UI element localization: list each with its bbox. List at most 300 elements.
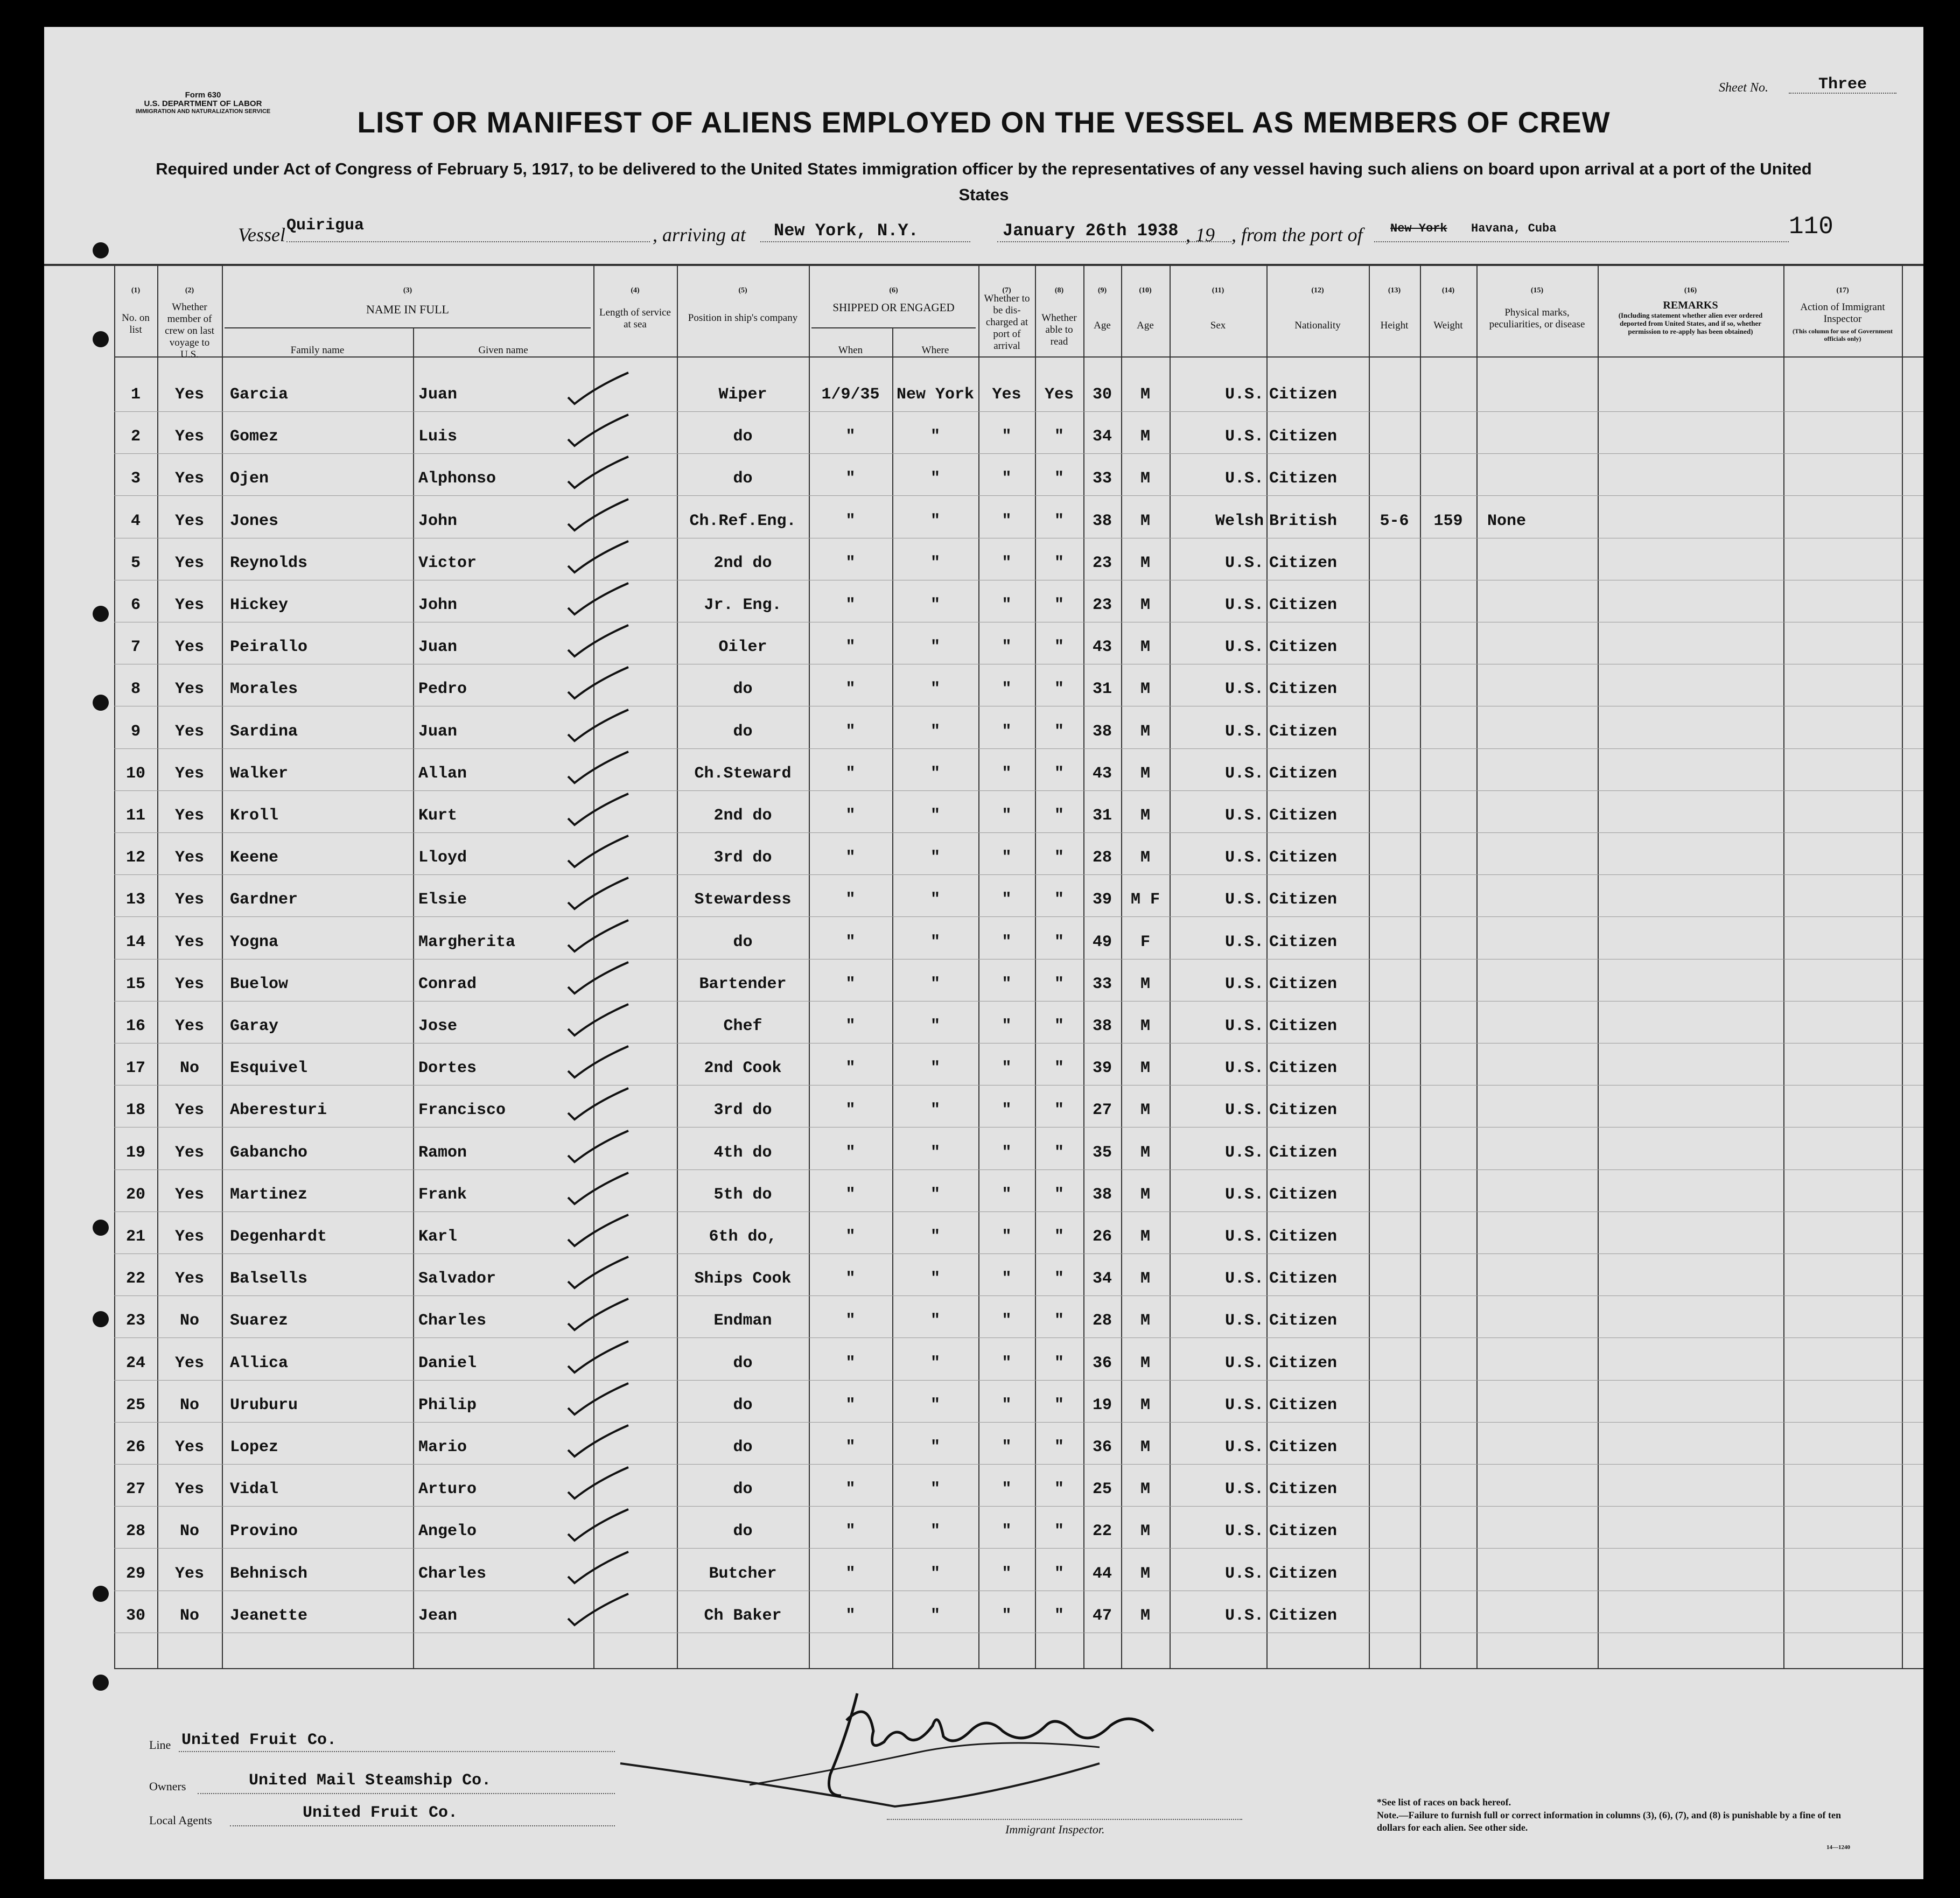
col-num: (15) <box>1530 286 1544 295</box>
cell-given-name: John <box>418 596 458 614</box>
cell-able-to-read: " <box>1054 1017 1064 1035</box>
cell-discharged: " <box>1002 1522 1012 1540</box>
cell-given-name: Juan <box>418 386 458 404</box>
cell-when: " <box>845 638 856 656</box>
cell-prev-voyage: Yes <box>174 428 204 446</box>
header-discharged: Whether to be dis- charged at port of arrival <box>984 293 1030 352</box>
cell-able-to-read: " <box>1054 596 1064 614</box>
header-remarks-note: (Including statement whether alien ever ordered deported from United States, and if so, whether permission to re-apply has been obtained) <box>1618 311 1763 335</box>
cell-discharged: " <box>1002 849 1012 867</box>
cell-discharged: " <box>1002 933 1012 951</box>
header-shipped: SHIPPED OR ENGAGED <box>832 301 955 314</box>
cell-given-name: Frank <box>418 1186 467 1204</box>
cell-discharged: " <box>1002 1480 1012 1498</box>
header-able-to-read: Whether able to read <box>1041 312 1077 347</box>
cell-able-to-read: " <box>1054 1565 1064 1583</box>
cell-nationality: British <box>1269 512 1338 530</box>
table-row <box>44 500 1923 542</box>
table-row <box>44 1216 1923 1258</box>
header-height: Height <box>1380 320 1409 331</box>
cell-no: 19 <box>125 1144 145 1162</box>
cell-when: " <box>845 1438 856 1456</box>
cell-prev-voyage: Yes <box>174 1101 204 1119</box>
cell-age: 19 <box>1092 1396 1112 1414</box>
cell-sex: M <box>1140 1059 1150 1077</box>
cell-when: " <box>845 1522 856 1540</box>
from-port-rule <box>1374 241 1789 242</box>
cell-able-to-read: " <box>1054 512 1064 530</box>
cell-when: " <box>845 1144 856 1162</box>
arriving-label: , arriving at <box>653 224 746 246</box>
cell-family-name: Kroll <box>230 807 279 825</box>
cell-discharged: " <box>1002 975 1012 993</box>
cell-sex: M <box>1140 1312 1150 1330</box>
cell-race: U.S. <box>1224 386 1264 404</box>
cell-given-name: Margherita <box>418 933 516 951</box>
cell-where: " <box>930 765 940 783</box>
cell-where: " <box>930 1565 940 1583</box>
form-service: IMMIGRATION AND NATURALIZATION SERVICE <box>135 108 271 115</box>
cell-discharged: " <box>1002 807 1012 825</box>
cell-able-to-read: " <box>1054 1438 1064 1456</box>
cell-no: 25 <box>125 1396 145 1414</box>
cell-able-to-read: " <box>1054 1354 1064 1372</box>
cell-when: " <box>845 807 856 825</box>
cell-no: 9 <box>130 723 141 741</box>
check-mark-icon <box>564 876 639 913</box>
cell-nationality: Citizen <box>1269 1312 1338 1330</box>
cell-prev-voyage: Yes <box>174 386 204 404</box>
cell-nationality: Citizen <box>1269 596 1338 614</box>
cell-family-name: Gardner <box>230 891 298 909</box>
cell-prev-voyage: Yes <box>174 891 204 909</box>
from-port-struck: New York <box>1390 222 1447 235</box>
cell-where: " <box>930 933 940 951</box>
table-bottom-line <box>114 1668 1923 1669</box>
cell-age: 38 <box>1092 1017 1112 1035</box>
cell-prev-voyage: Yes <box>174 470 204 488</box>
header-age: Age <box>1137 320 1154 331</box>
cell-able-to-read: " <box>1054 807 1064 825</box>
table-row <box>44 1468 1923 1510</box>
cell-sex: M <box>1140 470 1150 488</box>
cell-position: 3rd do <box>713 849 772 867</box>
cell-given-name: Elsie <box>418 891 467 909</box>
cell-nationality: Citizen <box>1269 807 1338 825</box>
cell-where: " <box>930 1270 940 1288</box>
cell-position: Ch.Steward <box>694 765 792 783</box>
cell-able-to-read: " <box>1054 1270 1064 1288</box>
table-row <box>44 879 1923 921</box>
header-position: Position in ship's company <box>688 312 798 324</box>
cell-family-name: Esquivel <box>230 1059 308 1077</box>
check-mark-icon <box>564 1550 639 1587</box>
cell-able-to-read: " <box>1054 975 1064 993</box>
table-row <box>44 1426 1923 1468</box>
cell-nationality: Citizen <box>1269 1438 1338 1456</box>
cell-given-name: Arturo <box>418 1480 477 1498</box>
col-num: (14) <box>1441 286 1455 295</box>
cell-able-to-read: " <box>1054 723 1064 741</box>
cell-able-to-read: " <box>1054 1396 1064 1414</box>
cell-prev-voyage: Yes <box>174 1565 204 1583</box>
form-department: U.S. DEPARTMENT OF LABOR <box>144 99 262 108</box>
check-mark-icon <box>564 792 639 829</box>
arriving-rule <box>760 241 970 242</box>
header-nationality: Nationality <box>1294 320 1341 331</box>
cell-discharged: Yes <box>992 386 1021 404</box>
cell-prev-voyage: Yes <box>174 1270 204 1288</box>
col-num: (17) <box>1836 286 1849 295</box>
cell-sex: F <box>1140 933 1150 951</box>
cell-family-name: Balsells <box>230 1270 308 1288</box>
page-number: 110 <box>1789 213 1833 241</box>
cell-age: 38 <box>1092 512 1112 530</box>
cell-able-to-read: " <box>1054 891 1064 909</box>
cell-where: " <box>930 1228 940 1246</box>
cell-race: U.S. <box>1224 975 1264 993</box>
cell-no: 1 <box>130 386 141 404</box>
col-num: (13) <box>1388 286 1401 295</box>
cell-family-name: Martinez <box>230 1186 308 1204</box>
cell-family-name: Jones <box>230 512 279 530</box>
check-mark-icon <box>564 1592 639 1629</box>
cell-discharged: " <box>1002 1312 1012 1330</box>
cell-no: 17 <box>125 1059 145 1077</box>
table-row <box>44 1258 1923 1300</box>
cell-sex: M <box>1140 386 1150 404</box>
check-mark-icon <box>564 1297 639 1334</box>
cell-when: " <box>845 1480 856 1498</box>
cell-no: 26 <box>125 1438 145 1456</box>
cell-discharged: " <box>1002 891 1012 909</box>
cell-no: 6 <box>130 596 141 614</box>
cell-where: " <box>930 723 940 741</box>
cell-race: U.S. <box>1224 1059 1264 1077</box>
cell-nationality: Citizen <box>1269 1565 1338 1583</box>
cell-race: U.S. <box>1224 596 1264 614</box>
cell-family-name: Yogna <box>230 933 279 951</box>
cell-age: 36 <box>1092 1438 1112 1456</box>
cell-no: 21 <box>125 1228 145 1246</box>
cell-nationality: Citizen <box>1269 1522 1338 1540</box>
cell-nationality: Citizen <box>1269 386 1338 404</box>
cell-prev-voyage: No <box>179 1607 199 1625</box>
cell-no: 15 <box>125 975 145 993</box>
check-mark-icon <box>564 581 639 619</box>
cell-nationality: Citizen <box>1269 428 1338 446</box>
cell-sex: M <box>1140 554 1150 572</box>
col-num: (5) <box>738 286 747 295</box>
cell-age: 31 <box>1092 807 1112 825</box>
cell-family-name: Sardina <box>230 723 298 741</box>
cell-position: do <box>733 1480 753 1498</box>
cell-given-name: Pedro <box>418 680 467 698</box>
cell-able-to-read: " <box>1054 638 1064 656</box>
cell-where: " <box>930 1354 940 1372</box>
cell-sex: M <box>1140 765 1150 783</box>
cell-when: " <box>845 1059 856 1077</box>
cell-position: Stewardess <box>694 891 792 909</box>
cell-position: Endman <box>713 1312 772 1330</box>
cell-height: 5-6 <box>1380 512 1409 530</box>
cell-sex: M <box>1140 1396 1150 1414</box>
cell-family-name: Vidal <box>230 1480 279 1498</box>
table-row <box>44 668 1923 710</box>
cell-age: 34 <box>1092 428 1112 446</box>
punch-hole <box>93 1675 109 1691</box>
owners-rule <box>198 1793 615 1794</box>
from-port-label: , from the port of <box>1231 224 1363 246</box>
cell-where: " <box>930 554 940 572</box>
cell-nationality: Citizen <box>1269 1017 1338 1035</box>
cell-position: 2nd do <box>713 554 772 572</box>
arriving-at: New York, N.Y. <box>774 221 919 241</box>
cell-sex: M <box>1140 975 1150 993</box>
cell-nationality: Citizen <box>1269 765 1338 783</box>
cell-when: " <box>845 512 856 530</box>
cell-given-name: Alphonso <box>418 470 496 488</box>
cell-when: " <box>845 891 856 909</box>
cell-prev-voyage: Yes <box>174 765 204 783</box>
cell-sex: M <box>1140 1017 1150 1035</box>
cell-able-to-read: " <box>1054 1186 1064 1204</box>
cell-where: " <box>930 975 940 993</box>
cell-when: " <box>845 1270 856 1288</box>
cell-position: Bartender <box>699 975 787 993</box>
cell-position: 5th do <box>713 1186 772 1204</box>
cell-family-name: Gabancho <box>230 1144 308 1162</box>
cell-no: 10 <box>125 765 145 783</box>
col-num: (3) <box>403 286 412 295</box>
table-row <box>44 1300 1923 1342</box>
cell-able-to-read: " <box>1054 1480 1064 1498</box>
cell-discharged: " <box>1002 1101 1012 1119</box>
cell-discharged: " <box>1002 554 1012 572</box>
check-mark-icon <box>564 1171 639 1208</box>
from-port: Havana, Cuba <box>1471 222 1557 235</box>
cell-sex: M <box>1140 1480 1150 1498</box>
cell-given-name: Juan <box>418 723 458 741</box>
cell-sex: M <box>1140 1186 1150 1204</box>
check-mark-icon <box>564 750 639 787</box>
cell-no: 12 <box>125 849 145 867</box>
cell-family-name: Degenhardt <box>230 1228 327 1246</box>
cell-sex: M <box>1140 1101 1150 1119</box>
cell-able-to-read: " <box>1054 1059 1064 1077</box>
cell-nationality: Citizen <box>1269 1144 1338 1162</box>
name-subrule <box>225 327 591 328</box>
cell-race: U.S. <box>1224 638 1264 656</box>
cell-no: 2 <box>130 428 141 446</box>
cell-position: do <box>733 470 753 488</box>
cell-when: " <box>845 975 856 993</box>
cell-prev-voyage: Yes <box>174 1228 204 1246</box>
year-label: , 19 <box>1186 224 1215 246</box>
cell-given-name: Lloyd <box>418 849 467 867</box>
cell-position: do <box>733 680 753 698</box>
cell-race: U.S. <box>1224 1354 1264 1372</box>
cell-given-name: Dortes <box>418 1059 477 1077</box>
table-row <box>44 795 1923 837</box>
cell-position: 6th do, <box>709 1228 777 1246</box>
cell-given-name: Allan <box>418 765 467 783</box>
check-mark-icon <box>564 1086 639 1124</box>
cell-race: U.S. <box>1224 1607 1264 1625</box>
cell-age: 38 <box>1092 723 1112 741</box>
check-mark-icon <box>564 1044 639 1082</box>
cell-race: Welsh <box>1215 512 1264 530</box>
cell-physical: None <box>1487 512 1527 530</box>
cell-sex: M <box>1140 723 1150 741</box>
cell-position: Ch.Ref.Eng. <box>689 512 796 530</box>
cell-discharged: " <box>1002 1059 1012 1077</box>
line-value: United Fruit Co. <box>181 1731 337 1749</box>
cell-able-to-read: " <box>1054 1144 1064 1162</box>
cell-where: " <box>930 596 940 614</box>
cell-discharged: " <box>1002 512 1012 530</box>
cell-when: " <box>845 428 856 446</box>
table-row <box>44 1384 1923 1426</box>
cell-race: U.S. <box>1224 1565 1264 1583</box>
cell-prev-voyage: Yes <box>174 512 204 530</box>
cell-able-to-read: " <box>1054 554 1064 572</box>
table-row <box>44 1342 1923 1384</box>
cell-family-name: Lopez <box>230 1438 279 1456</box>
cell-race: U.S. <box>1224 807 1264 825</box>
cell-age: 39 <box>1092 891 1112 909</box>
cell-family-name: Garay <box>230 1017 279 1035</box>
cell-prev-voyage: Yes <box>174 975 204 993</box>
cell-given-name: Jose <box>418 1017 458 1035</box>
manifest-sheet <box>44 27 1923 1879</box>
check-mark-icon <box>564 834 639 871</box>
cell-when: " <box>845 680 856 698</box>
cell-family-name: Keene <box>230 849 279 867</box>
cell-discharged: " <box>1002 1017 1012 1035</box>
cell-discharged: " <box>1002 1438 1012 1456</box>
cell-race: U.S. <box>1224 1438 1264 1456</box>
header-length-service: Length of service at sea <box>599 307 671 330</box>
cell-sex: M <box>1140 680 1150 698</box>
header-prev-voyage: Whether member of crew on last voyage to U.S. <box>165 302 214 360</box>
check-mark-icon <box>564 454 639 492</box>
cell-given-name: John <box>418 512 458 530</box>
cell-family-name: Hickey <box>230 596 289 614</box>
cell-prev-voyage: Yes <box>174 1480 204 1498</box>
col-num: (6) <box>889 286 898 295</box>
cell-prev-voyage: Yes <box>174 1354 204 1372</box>
cell-where: " <box>930 1438 940 1456</box>
cell-where: " <box>930 1312 940 1330</box>
cell-when: " <box>845 470 856 488</box>
cell-age: 33 <box>1092 975 1112 993</box>
cell-prev-voyage: Yes <box>174 1186 204 1204</box>
cell-race: U.S. <box>1224 1101 1264 1119</box>
cell-when: " <box>845 849 856 867</box>
cell-where: " <box>930 1480 940 1498</box>
cell-sex: M <box>1140 512 1150 530</box>
cell-prev-voyage: Yes <box>174 1438 204 1456</box>
cell-where: " <box>930 428 940 446</box>
cell-no: 20 <box>125 1186 145 1204</box>
cell-no: 14 <box>125 933 145 951</box>
cell-prev-voyage: Yes <box>174 933 204 951</box>
cell-race: U.S. <box>1224 554 1264 572</box>
cell-prev-voyage: Yes <box>174 596 204 614</box>
cell-sex: M <box>1140 1438 1150 1456</box>
check-mark-icon <box>564 370 639 408</box>
cell-family-name: Provino <box>230 1522 298 1540</box>
table-row <box>44 626 1923 668</box>
cell-family-name: Suarez <box>230 1312 289 1330</box>
cell-when: " <box>845 1565 856 1583</box>
cell-able-to-read: " <box>1054 470 1064 488</box>
cell-no: 28 <box>125 1522 145 1540</box>
cell-age: 34 <box>1092 1270 1112 1288</box>
cell-prev-voyage: No <box>179 1312 199 1330</box>
table-row <box>44 711 1923 753</box>
cell-given-name: Daniel <box>418 1354 477 1372</box>
cell-when: " <box>845 1396 856 1414</box>
cell-discharged: " <box>1002 765 1012 783</box>
cell-when: " <box>845 765 856 783</box>
cell-nationality: Citizen <box>1269 933 1338 951</box>
cell-nationality: Citizen <box>1269 554 1338 572</box>
punch-hole <box>93 242 109 258</box>
check-mark-icon <box>564 497 639 535</box>
form-number: Form 630 <box>185 90 221 100</box>
cell-sex: M <box>1140 849 1150 867</box>
cell-prev-voyage: Yes <box>174 1144 204 1162</box>
cell-given-name: Conrad <box>418 975 477 993</box>
cell-family-name: Ojen <box>230 470 269 488</box>
cell-where: " <box>930 680 940 698</box>
cell-race: U.S. <box>1224 1270 1264 1288</box>
cell-sex: M <box>1140 1565 1150 1583</box>
cell-where: " <box>930 1186 940 1204</box>
cell-sex: M <box>1140 807 1150 825</box>
cell-nationality: Citizen <box>1269 849 1338 867</box>
cell-when: " <box>845 596 856 614</box>
table-row <box>44 584 1923 626</box>
header-weight: Weight <box>1433 320 1463 331</box>
col-num: (12) <box>1311 286 1324 295</box>
cell-race: U.S. <box>1224 849 1264 867</box>
page-subtitle: Required under Act of Congress of February 5, 1917, to be delivered to the United States immigration officer by the representatives of any vessel having such aliens on board upon arrival at a port of the United States <box>156 159 1812 204</box>
col-num: (10) <box>1139 286 1152 295</box>
cell-race: U.S. <box>1224 1186 1264 1204</box>
cell-when: " <box>845 554 856 572</box>
cell-discharged: " <box>1002 680 1012 698</box>
table-row <box>44 1595 1923 1637</box>
cell-nationality: Citizen <box>1269 975 1338 993</box>
cell-family-name: Morales <box>230 680 298 698</box>
table-row <box>44 1510 1923 1552</box>
header-action-note: (This column for use of Government officials only) <box>1792 327 1893 342</box>
header-remarks: REMARKS <box>1663 299 1718 311</box>
cell-nationality: Citizen <box>1269 1607 1338 1625</box>
cell-where: " <box>930 1017 940 1035</box>
cell-position: Chef <box>723 1017 762 1035</box>
cell-sex: M <box>1140 1354 1150 1372</box>
cell-given-name: Philip <box>418 1396 477 1414</box>
cell-able-to-read: " <box>1054 680 1064 698</box>
cell-when: " <box>845 1607 856 1625</box>
table-row <box>44 963 1923 1005</box>
cell-no: 13 <box>125 891 145 909</box>
sheet-no-rule <box>1789 93 1896 94</box>
